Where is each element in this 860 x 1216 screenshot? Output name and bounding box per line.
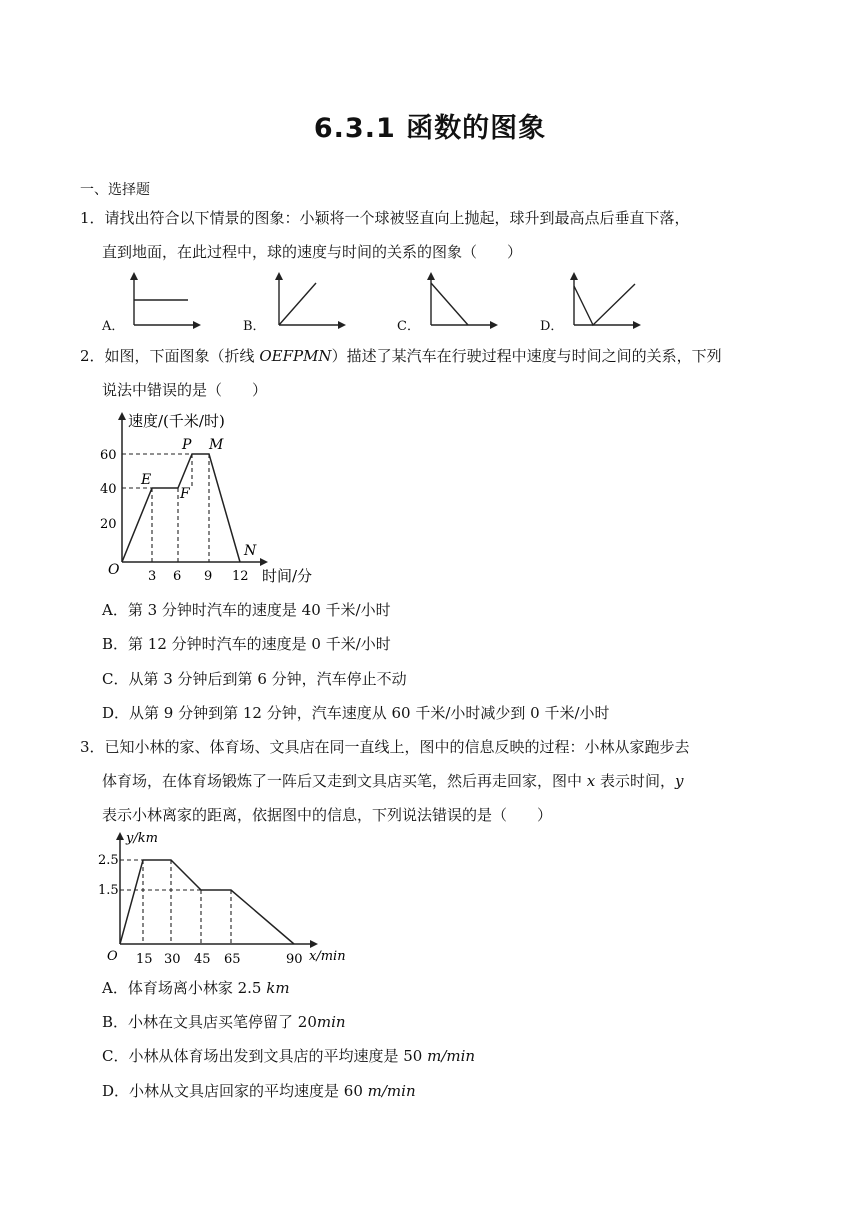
section-heading: 一、选择题 [80, 182, 150, 198]
q3-distance-time-graph [96, 826, 352, 968]
q1-option-c-label[interactable]: C． [397, 319, 420, 334]
q3-x-tick-65: 65 [224, 952, 241, 967]
q3-x-tick-30: 30 [164, 952, 181, 967]
q2-x-tick-3: 3 [148, 569, 157, 584]
q2-point-p-label: P [182, 437, 192, 453]
q1-option-d-graph [565, 270, 645, 332]
q3-option-b[interactable]: B．小林在文具店买笔停留了 20min [102, 1013, 346, 1031]
q3-y-tick-2-5: 2.5 [98, 853, 119, 868]
q2-option-c[interactable]: C．从第 3 分钟后到第 6 分钟，汽车停止不动 [102, 670, 407, 688]
q2-option-b[interactable]: B．第 12 分钟时汽车的速度是 0 千米/小时 [102, 635, 391, 653]
q3-x-tick-15: 15 [136, 952, 153, 967]
q3-text-line1: 3．已知小林的家、体育场、文具店在同一直线上，图中的信息反映的过程：小林从家跑步去 [80, 738, 690, 756]
q3-y-axis-label: y/km [126, 831, 158, 846]
q1-text-line1: 1．请找出符合以下情景的图象：小颖将一个球被竖直向上抛起，球升到最高点后垂直下落， [80, 209, 690, 227]
q2-text-line1: 2．如图，下面图象（折线 OEFPMN）描述了某汽车在行驶过程中速度与时间之间的关系，下列 [80, 347, 722, 365]
q2-y-tick-40: 40 [100, 482, 117, 497]
q3-x-tick-45: 45 [194, 952, 211, 967]
q2-point-e-label: E [141, 472, 152, 488]
q3-option-c[interactable]: C．小林从体育场出发到文具店的平均速度是 50 m/min [102, 1047, 476, 1065]
q3-option-a[interactable]: A．体育场离小林家 2.5 km [102, 979, 290, 997]
q2-point-n-label: N [244, 543, 257, 559]
q3-option-d[interactable]: D．小林从文具店回家的平均速度是 60 m/min [102, 1082, 416, 1100]
q2-y-axis-label: 速度/(千米/时) [128, 412, 225, 430]
q2-origin-label: O [108, 562, 120, 578]
q3-origin-label: O [107, 949, 118, 964]
q3-x-tick-90: 90 [286, 952, 303, 967]
q2-x-tick-6: 6 [173, 569, 182, 584]
q1-option-c-graph [422, 270, 502, 332]
q1-option-b-graph [270, 270, 350, 332]
q3-y-tick-1-5: 1.5 [98, 883, 119, 898]
q2-text-line2: 说法中错误的是（ ） [102, 381, 268, 399]
q2-point-f-label: F [180, 486, 190, 502]
q1-option-b-label[interactable]: B． [243, 319, 266, 334]
q1-option-a-graph [125, 270, 205, 332]
q2-x-tick-9: 9 [204, 569, 213, 584]
q2-option-a[interactable]: A．第 3 分钟时汽车的速度是 40 千米/小时 [102, 601, 391, 619]
q3-text-line2: 体育场，在体育场锻炼了一阵后又走到文具店买笔，然后再走回家，图中 x 表示时间，y [102, 772, 684, 790]
q1-text-line2: 直到地面，在此过程中，球的速度与时间的关系的图象（ ） [102, 243, 523, 261]
q2-y-tick-20: 20 [100, 517, 117, 532]
page-title: 6.3.1 函数的图象 [313, 113, 547, 144]
q3-x-axis-label: x/min [309, 949, 346, 964]
q2-y-tick-60: 60 [100, 448, 117, 463]
q1-option-a-label[interactable]: A． [102, 319, 125, 334]
q2-speed-time-graph [96, 404, 326, 588]
q2-point-m-label: M [209, 437, 224, 453]
q2-option-d[interactable]: D．从第 9 分钟到第 12 分钟，汽车速度从 60 千米/小时减少到 0 千米/小时 [102, 704, 610, 722]
q2-x-axis-label: 时间/分 [262, 567, 313, 585]
q3-text-line3: 表示小林离家的距离，依据图中的信息，下列说法错误的是（ ） [102, 806, 553, 824]
q2-x-tick-12: 12 [232, 569, 249, 584]
q1-option-d-label[interactable]: D． [540, 319, 564, 334]
